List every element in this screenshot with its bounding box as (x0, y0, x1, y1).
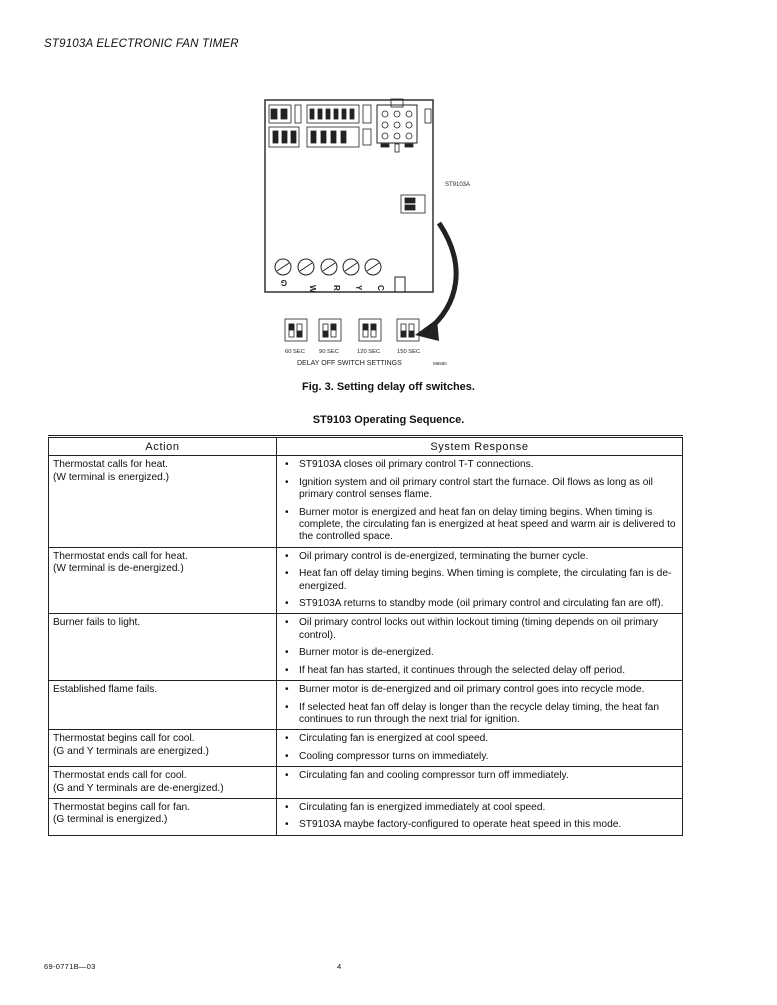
bullet-icon: • (285, 598, 289, 610)
response-text: Circulating fan and cooling compressor turn off immediately. (299, 770, 569, 782)
response-text: Oil primary control locks out within lockout timing (timing depends on oil primary control). (299, 617, 658, 641)
response-text: Circulating fan is energized at cool speed. (299, 733, 489, 745)
fan-timer-board-figure (255, 95, 495, 375)
figure-caption: Fig. 3. Setting delay off switches. (302, 381, 475, 393)
bullet-icon: • (285, 506, 289, 518)
action-cell (49, 456, 277, 547)
action-cell (49, 767, 277, 799)
action-text: (G and Y terminals are de-energized.) (53, 782, 224, 794)
delay-option-label: 90 SEC (319, 349, 339, 355)
response-text: ST9103A returns to standby mode (oil primary control and circulating fan are off). (299, 598, 664, 610)
header-system-response: System Response (277, 437, 683, 456)
response-list (281, 551, 678, 611)
response-list (281, 617, 678, 677)
action-text: Established flame fails. (53, 684, 158, 696)
operating-sequence-table (48, 435, 683, 836)
table-row (49, 547, 683, 614)
response-item (281, 598, 678, 610)
action-text: Burner fails to light. (53, 617, 141, 629)
response-item (281, 477, 678, 502)
response-text: Circulating fan is energized immediately at cool speed. (299, 801, 546, 813)
delay-settings-label: DELAY OFF SWITCH SETTINGS (297, 360, 402, 367)
bullet-icon: • (285, 770, 289, 782)
response-text: Burner motor is de-energized and oil primary control goes into recycle mode. (299, 684, 645, 696)
response-text: Ignition system and oil primary control start the furnace. Oil flows as long as oil primary control senses flame. (299, 476, 653, 501)
bullet-icon: • (285, 568, 289, 580)
action-cell (49, 547, 277, 614)
response-item (281, 819, 678, 831)
model-label: ST9103A (445, 182, 471, 188)
response-item (281, 684, 678, 696)
response-cell (277, 730, 683, 767)
response-text: ST9103A closes oil primary control T-T connections. (299, 459, 534, 471)
bullet-icon: • (285, 550, 289, 562)
table-row (49, 767, 683, 799)
page-number: 4 (337, 962, 342, 971)
response-list (281, 770, 678, 782)
response-text: Cooling compressor turns on immediately. (299, 750, 489, 762)
action-text: (W terminal is de-energized.) (53, 563, 184, 575)
bullet-icon: • (285, 664, 289, 676)
table-row (49, 730, 683, 767)
response-item (281, 551, 678, 563)
table-row (49, 681, 683, 730)
response-text: If heat fan has started, it continues through the selected delay off period. (299, 664, 626, 676)
response-item (281, 617, 678, 642)
response-text: ST9103A maybe factory-configured to operate heat speed in this mode. (299, 819, 622, 831)
board-dip-switch (401, 195, 425, 213)
table-title: ST9103 Operating Sequence. (312, 414, 465, 426)
table-header-row (49, 437, 683, 456)
response-cell (277, 798, 683, 835)
response-list (281, 802, 678, 832)
action-cell (49, 681, 277, 730)
delay-option-label: 120 SEC (357, 349, 381, 355)
bullet-icon: • (285, 701, 289, 713)
bullet-icon: • (285, 801, 289, 813)
page-header-title: ST9103A ELECTRONIC FAN TIMER (44, 38, 239, 50)
action-text: Thermostat begins call for cool. (53, 733, 195, 745)
response-item (281, 665, 678, 677)
action-text: (G terminal is energized.) (53, 814, 168, 826)
terminal-label: R (332, 285, 341, 291)
response-cell (277, 614, 683, 681)
document-number: 69-0771B—03 (44, 962, 96, 971)
action-text: (W terminal is energized.) (53, 471, 170, 483)
response-text: Burner motor is de-energized. (299, 647, 434, 659)
response-item (281, 507, 678, 544)
response-cell (277, 547, 683, 614)
header-action: Action (49, 437, 277, 456)
terminal-label: G (280, 278, 287, 287)
action-cell (49, 798, 277, 835)
action-cell (49, 730, 277, 767)
action-text: Thermostat ends call for heat. (53, 550, 188, 562)
response-list (281, 459, 678, 543)
bullet-icon: • (285, 476, 289, 488)
bullet-icon: • (285, 819, 289, 831)
response-list (281, 733, 678, 763)
delay-option-label: 60 SEC (285, 349, 305, 355)
response-text: Heat fan off delay timing begins. When timing is complete, the circulating fan is de-energized. (299, 568, 672, 592)
response-item (281, 770, 678, 782)
response-cell (277, 456, 683, 547)
terminal-label: Y (354, 285, 363, 291)
bullet-icon: • (285, 647, 289, 659)
response-item (281, 802, 678, 814)
action-cell (49, 614, 277, 681)
response-text: Burner motor is energized and heat fan on delay timing begins. When timing is complete, the circulating fan is energized at heat speed and warm air is delivered to the controlled space. (299, 506, 676, 543)
figure-code: M6580 (433, 361, 447, 366)
table-row (49, 614, 683, 681)
action-text: (G and Y terminals are energized.) (53, 745, 209, 757)
table-row (49, 456, 683, 547)
delay-option-label: 150 SEC (397, 349, 421, 355)
response-cell (277, 767, 683, 799)
response-item (281, 647, 678, 659)
response-item (281, 733, 678, 745)
response-text: Oil primary control is de-energized, terminating the burner cycle. (299, 550, 589, 562)
bullet-icon: • (285, 750, 289, 762)
response-item (281, 751, 678, 763)
terminal-labels (281, 278, 385, 293)
top-connectors (269, 99, 431, 152)
table-row (49, 798, 683, 835)
bullet-icon: • (285, 459, 289, 471)
response-item (281, 459, 678, 471)
action-text: Thermostat ends call for cool. (53, 770, 187, 782)
bullet-icon: • (285, 733, 289, 745)
terminal-label: W (308, 285, 317, 293)
terminal-label: C (376, 285, 385, 291)
response-item (281, 568, 678, 593)
response-list (281, 684, 678, 726)
action-text: Thermostat begins call for fan. (53, 801, 191, 813)
response-item (281, 702, 678, 727)
action-text: Thermostat calls for heat. (53, 459, 168, 471)
curved-arrow (415, 223, 456, 341)
bullet-icon: • (285, 684, 289, 696)
bullet-icon: • (285, 617, 289, 629)
delay-switch-settings (285, 319, 419, 341)
response-cell (277, 681, 683, 730)
response-text: If selected heat fan off delay is longer than the recycle delay timing, the heat fan continues to run through the next trial for ignition. (299, 701, 659, 725)
